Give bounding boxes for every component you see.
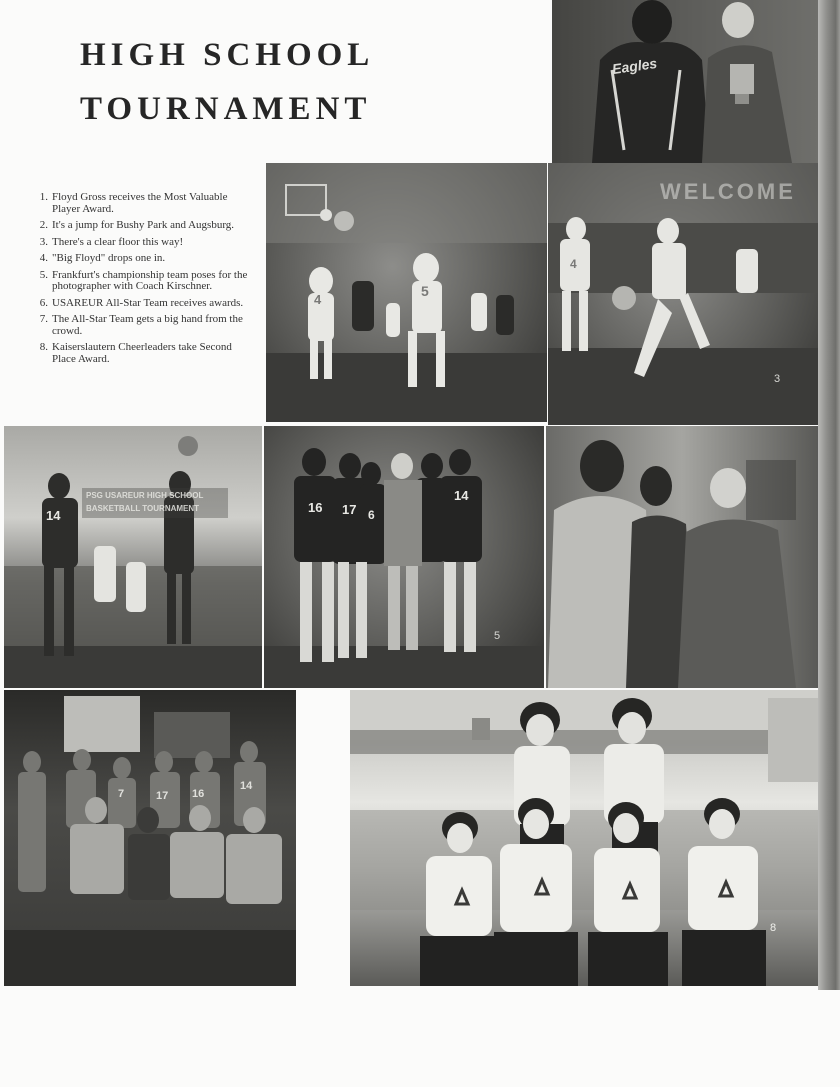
page-title [80, 28, 374, 136]
caption-number: 1. [39, 191, 48, 203]
photo-all-star-awards [546, 426, 818, 688]
jersey-number: 16 [308, 500, 323, 515]
jersey-number: 4 [570, 257, 577, 271]
banner-line-2: BASKETBALL TOURNAMENT [86, 504, 200, 513]
photo-cheerleaders-scene [350, 690, 818, 986]
jersey-number: 17 [156, 790, 169, 802]
caption-text: It's a jump for Bushy Park and Augsburg. [52, 219, 235, 231]
jersey-number: 16 [192, 788, 205, 800]
jersey-number: 14 [454, 488, 469, 503]
jersey-number: 7 [118, 788, 125, 800]
caption-number: 3. [39, 235, 48, 248]
photo-mvp-award-figures [552, 0, 818, 163]
jersey-number: 6 [368, 508, 375, 522]
caption-item [30, 237, 252, 249]
photo-number: 8 [770, 922, 777, 934]
caption-number: 4. [39, 252, 48, 264]
jacket-script-text: Eagles [611, 54, 659, 78]
photo-big-floyd [4, 426, 262, 688]
photo-mvp-award [552, 0, 818, 163]
jersey-number: 4 [314, 292, 322, 307]
photo-all-star-team-figures [4, 690, 296, 986]
jersey-number: 14 [46, 508, 61, 523]
jersey-number: 14 [240, 780, 253, 792]
photo-all-star-team [4, 690, 296, 986]
caption-text: Frankfurt's championship team poses for the photographer with Coach Kirschner. [52, 268, 248, 292]
photo-jump-ball [266, 163, 547, 422]
jersey-number: 17 [342, 502, 357, 517]
caption-number: 6. [39, 296, 48, 309]
photo-number: 3 [774, 373, 781, 385]
caption-item [30, 192, 252, 215]
caption-number: 7. [39, 313, 48, 325]
caption-text: There's a clear floor this way! [52, 235, 184, 248]
photo-big-floyd-scene [4, 426, 262, 688]
book-spine [818, 0, 840, 990]
caption-text: USAREUR All-Star Team receives awards. [52, 296, 244, 309]
caption-item [30, 342, 252, 365]
photo-all-star-awards-figures [546, 426, 818, 688]
caption-text: Floyd Gross receives the Most Valuable Player Award. [52, 191, 228, 215]
caption-text: "Big Floyd" drops one in. [52, 252, 166, 264]
photo-clear-floor [548, 163, 818, 425]
welcome-sign-text: WELCOME [660, 179, 796, 204]
caption-item [30, 253, 252, 265]
caption-item [30, 220, 252, 232]
caption-item [30, 314, 252, 337]
tournament-banner [82, 488, 228, 518]
title-line-2: TOURNAMENT [80, 91, 372, 127]
caption-item [30, 298, 252, 310]
caption-list [30, 192, 252, 370]
photo-jump-ball-scene [266, 163, 547, 422]
caption-number: 8. [39, 341, 48, 353]
jersey-number: 5 [421, 283, 429, 299]
banner-line-1: PSG USAREUR HIGH SCHOOL [86, 491, 204, 500]
title-line-1: HIGH SCHOOL [80, 37, 375, 73]
photo-frankfurt-team [264, 426, 544, 688]
caption-text: The All-Star Team gets a big hand from the crowd. [52, 313, 243, 337]
caption-item [30, 270, 252, 293]
photo-frankfurt-team-figures [264, 426, 544, 688]
caption-number: 2. [39, 219, 48, 231]
photo-cheerleaders [350, 690, 818, 986]
caption-text: Kaiserslautern Cheerleaders take Second Place Award. [52, 341, 232, 365]
caption-number: 5. [39, 268, 48, 281]
photo-number: 5 [494, 630, 501, 642]
